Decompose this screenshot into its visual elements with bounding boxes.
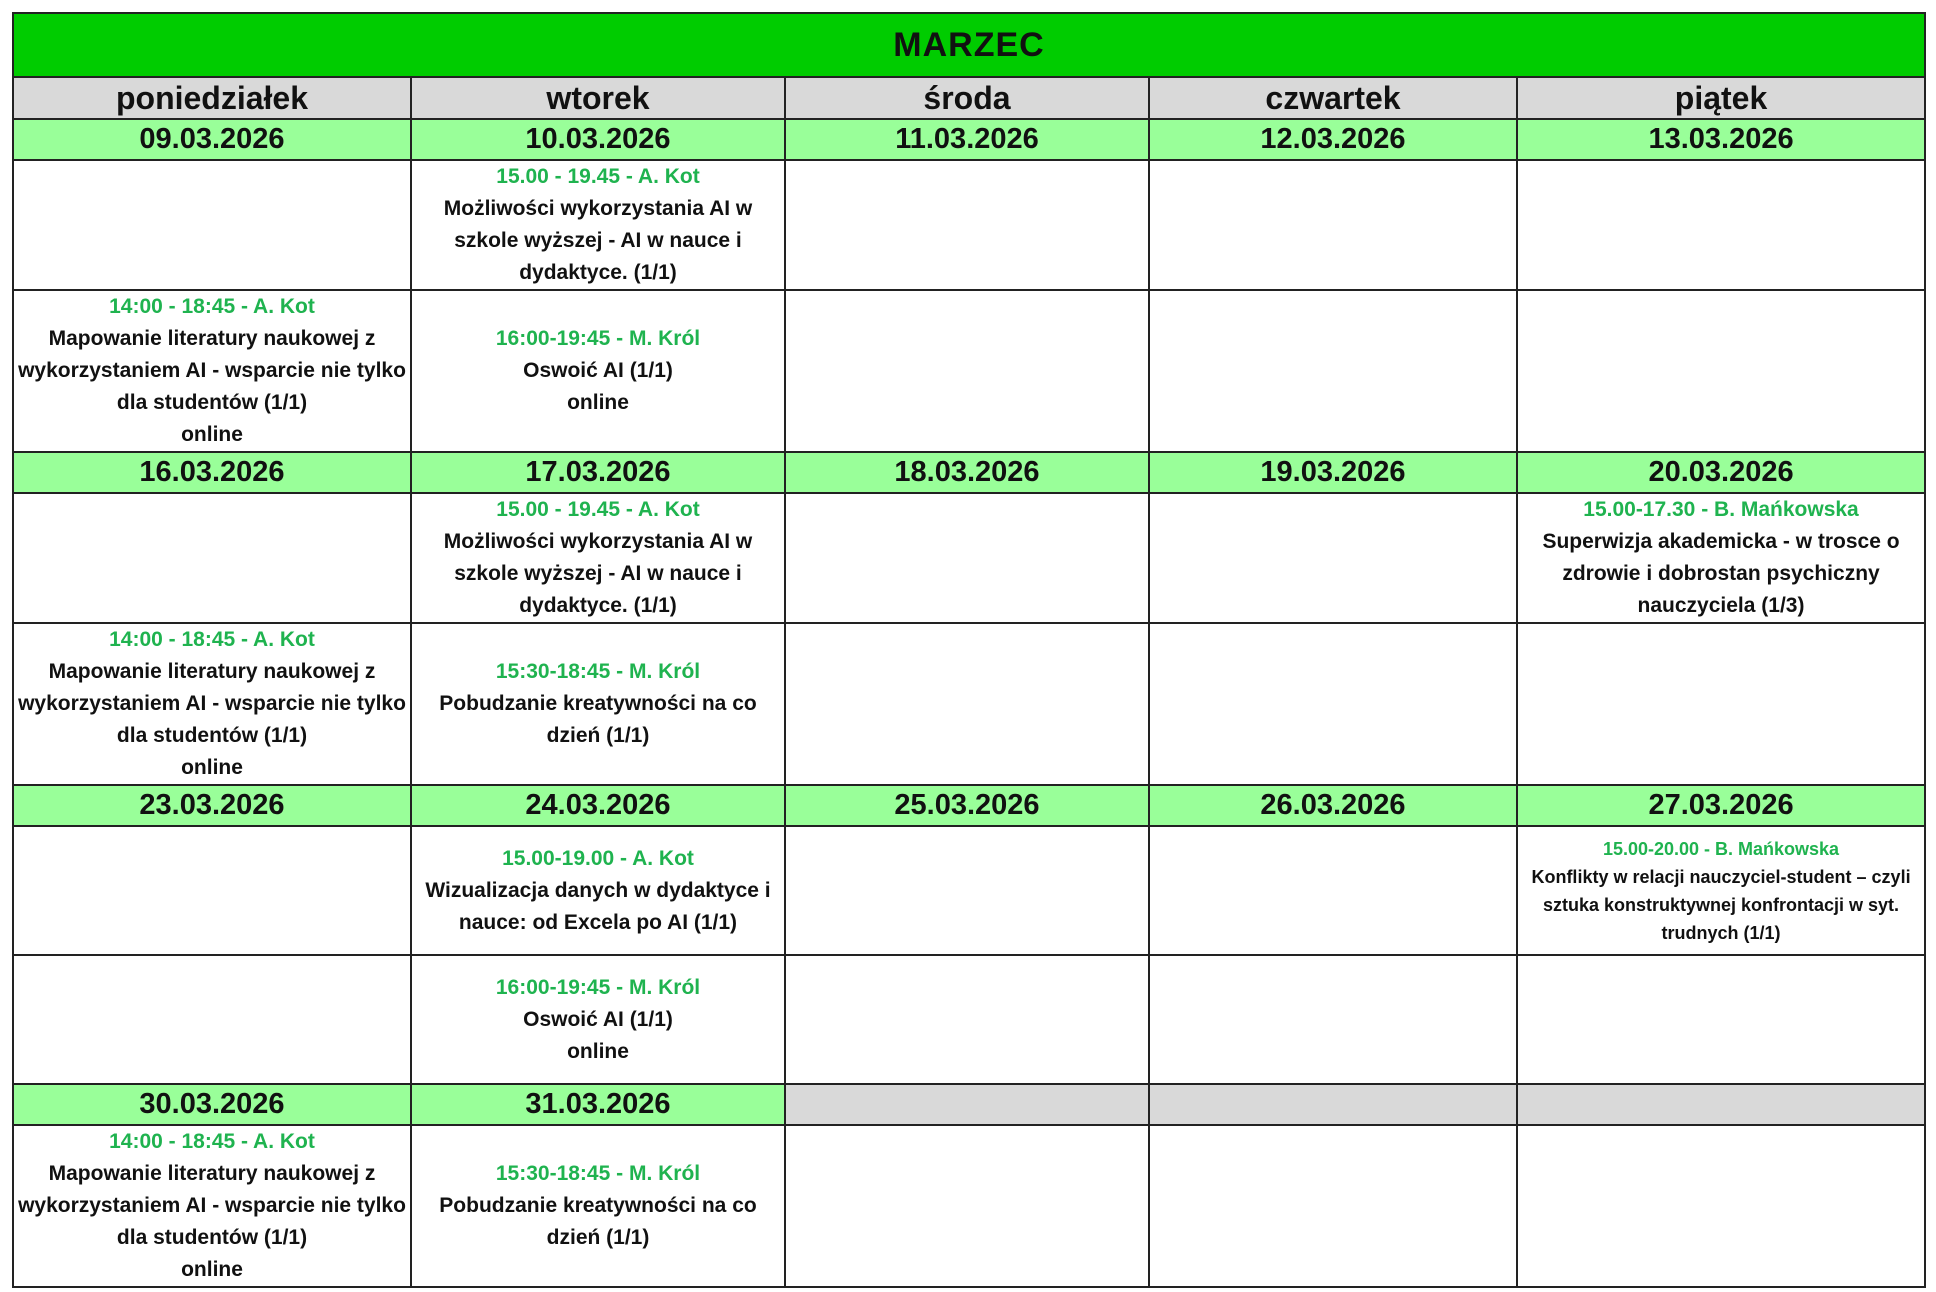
event-cell-empty bbox=[1517, 1125, 1925, 1287]
event-cell-empty bbox=[785, 160, 1149, 290]
event-cell-empty bbox=[1149, 1125, 1517, 1287]
event-cell-empty bbox=[1517, 955, 1925, 1084]
day-header-friday: piątek bbox=[1517, 77, 1925, 119]
event-cell-empty bbox=[785, 290, 1149, 452]
date-cell: 18.03.2026 bbox=[785, 452, 1149, 493]
event-cell-empty bbox=[785, 955, 1149, 1084]
event-time: 16:00-19:45 - M. Król bbox=[495, 327, 701, 350]
event-title: Pobudzanie kreatywności na co dzień (1/1) bbox=[439, 1194, 757, 1249]
event-title: Wizualizacja danych w dydaktyce i nauce: od Excela po AI (1/1) bbox=[425, 878, 771, 934]
event-title: Mapowanie literatury naukowej z wykorzystaniem AI - wsparcie nie tylko dla studentów (1/1) bbox=[18, 327, 406, 414]
event-title: Superwizja akademicka - w trosce o zdrowie i dobrostan psychiczny nauczyciela (1/3) bbox=[1542, 530, 1900, 617]
event-title: Mapowanie literatury naukowej z wykorzystaniem AI - wsparcie nie tylko dla studentów (1/1) bbox=[18, 1162, 406, 1249]
event-online: online bbox=[567, 1039, 629, 1063]
event-cell-empty bbox=[1149, 826, 1517, 955]
date-cell: 26.03.2026 bbox=[1149, 785, 1517, 826]
event-cell-empty bbox=[1517, 160, 1925, 290]
event-cell-empty bbox=[785, 826, 1149, 955]
event-time: 15.00-19.00 - A. Kot bbox=[502, 846, 694, 870]
event-title: Konflikty w relacji nauczyciel-student – czyli sztuka konstruktywnej konfrontacji w syt. trudnych (1/1) bbox=[1531, 866, 1911, 943]
day-header-monday: poniedziałek bbox=[13, 77, 411, 119]
event-cell bbox=[13, 623, 411, 785]
event-cell-empty bbox=[785, 493, 1149, 623]
event-title: Możliwości wykorzystania AI w szkole wyższej - AI w nauce i dydaktyce. (1/1) bbox=[443, 197, 753, 284]
event-cell bbox=[411, 955, 785, 1084]
event-cell-empty bbox=[1149, 623, 1517, 785]
date-cell-empty bbox=[785, 1084, 1149, 1125]
event-cell-empty bbox=[785, 1125, 1149, 1287]
event-cell bbox=[411, 290, 785, 452]
event-title: Pobudzanie kreatywności na co dzień (1/1) bbox=[439, 692, 757, 747]
event-title: Oswoić AI (1/1) bbox=[523, 359, 673, 382]
event-cell bbox=[13, 1125, 411, 1287]
event-cell-empty bbox=[13, 955, 411, 1084]
event-online: online bbox=[181, 1258, 243, 1281]
date-cell: 19.03.2026 bbox=[1149, 452, 1517, 493]
event-cell-empty bbox=[13, 160, 411, 290]
event-time: 15.00 - 19.45 - A. Kot bbox=[496, 498, 700, 521]
event-cell bbox=[411, 160, 785, 290]
event-cell bbox=[1517, 826, 1925, 955]
date-cell: 20.03.2026 bbox=[1517, 452, 1925, 493]
event-cell-empty bbox=[1517, 290, 1925, 452]
date-cell: 27.03.2026 bbox=[1517, 785, 1925, 826]
date-cell: 16.03.2026 bbox=[13, 452, 411, 493]
event-time: 14:00 - 18:45 - A. Kot bbox=[109, 295, 315, 318]
month-title: MARZEC bbox=[13, 13, 1925, 77]
date-cell: 30.03.2026 bbox=[13, 1084, 411, 1125]
event-online: online bbox=[181, 423, 243, 446]
event-time: 15.00 - 19.45 - A. Kot bbox=[496, 165, 700, 188]
event-time: 15.00-17.30 - B. Mańkowska bbox=[1583, 498, 1859, 521]
date-cell: 24.03.2026 bbox=[411, 785, 785, 826]
day-header-thursday: czwartek bbox=[1149, 77, 1517, 119]
event-title: Oswoić AI (1/1) bbox=[523, 1007, 673, 1031]
date-cell-empty bbox=[1149, 1084, 1517, 1125]
event-cell-empty bbox=[13, 826, 411, 955]
event-cell-empty bbox=[1149, 290, 1517, 452]
event-time: 14:00 - 18:45 - A. Kot bbox=[109, 628, 315, 651]
event-online: online bbox=[181, 756, 243, 779]
event-cell-empty bbox=[1149, 955, 1517, 1084]
date-cell: 17.03.2026 bbox=[411, 452, 785, 493]
event-time: 15.00-20.00 - B. Mańkowska bbox=[1602, 838, 1840, 859]
date-cell: 10.03.2026 bbox=[411, 119, 785, 160]
day-header-tuesday: wtorek bbox=[411, 77, 785, 119]
event-time: 14:00 - 18:45 - A. Kot bbox=[109, 1130, 315, 1153]
event-cell-empty bbox=[785, 623, 1149, 785]
event-cell-empty bbox=[1517, 623, 1925, 785]
date-cell: 13.03.2026 bbox=[1517, 119, 1925, 160]
date-cell: 09.03.2026 bbox=[13, 119, 411, 160]
date-cell: 25.03.2026 bbox=[785, 785, 1149, 826]
calendar-table bbox=[12, 12, 1926, 1288]
event-cell bbox=[411, 826, 785, 955]
event-cell bbox=[411, 493, 785, 623]
event-time: 15:30-18:45 - M. Król bbox=[495, 660, 701, 683]
day-header-wednesday: środa bbox=[785, 77, 1149, 119]
date-cell: 23.03.2026 bbox=[13, 785, 411, 826]
event-online: online bbox=[567, 391, 629, 414]
event-cell-empty bbox=[1149, 160, 1517, 290]
event-cell bbox=[1517, 493, 1925, 623]
event-title: Mapowanie literatury naukowej z wykorzystaniem AI - wsparcie nie tylko dla studentów (1/1) bbox=[18, 660, 406, 747]
date-cell: 11.03.2026 bbox=[785, 119, 1149, 160]
event-cell-empty bbox=[13, 493, 411, 623]
event-cell-empty bbox=[1149, 493, 1517, 623]
event-time: 16:00-19:45 - M. Król bbox=[495, 975, 701, 999]
event-cell bbox=[13, 290, 411, 452]
date-cell: 12.03.2026 bbox=[1149, 119, 1517, 160]
event-cell bbox=[411, 1125, 785, 1287]
event-time: 15:30-18:45 - M. Król bbox=[495, 1162, 701, 1185]
date-cell: 31.03.2026 bbox=[411, 1084, 785, 1125]
event-title: Możliwości wykorzystania AI w szkole wyższej - AI w nauce i dydaktyce. (1/1) bbox=[443, 530, 753, 617]
event-cell bbox=[411, 623, 785, 785]
date-cell-empty bbox=[1517, 1084, 1925, 1125]
